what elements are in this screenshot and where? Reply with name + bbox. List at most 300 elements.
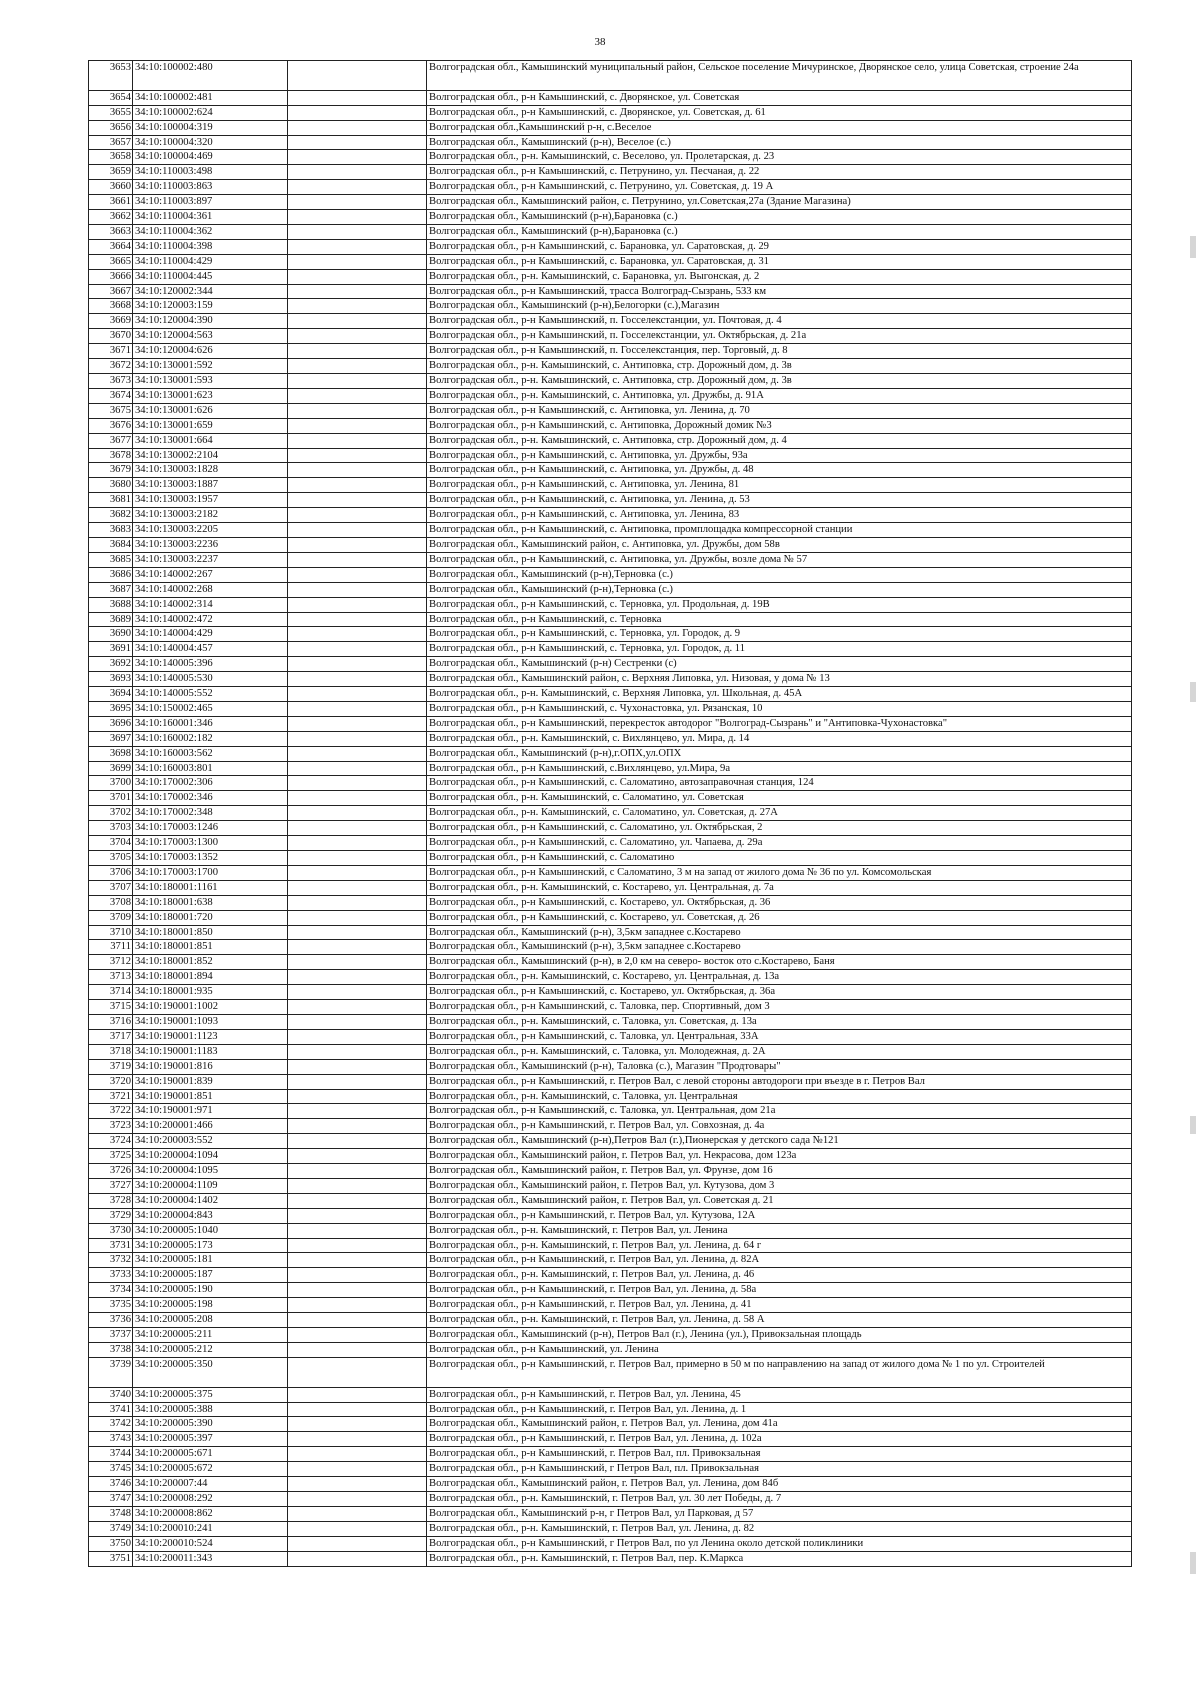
row-number-cell: 3741 — [89, 1402, 133, 1417]
blank-cell — [288, 821, 427, 836]
table-row — [89, 508, 1132, 523]
row-number-cell: 3723 — [89, 1119, 133, 1134]
blank-cell — [288, 180, 427, 195]
blank-cell — [288, 970, 427, 985]
address-cell: Волгоградская обл., р-н Камышинский, с Саломатино, 3 м на запад от жилого дома № 36 по ул. Комсомольская — [427, 865, 1132, 880]
blank-cell — [288, 1074, 427, 1089]
table-row — [89, 925, 1132, 940]
blank-cell — [288, 1506, 427, 1521]
cadastral-number-cell: 34:10:170003:1352 — [133, 851, 288, 866]
row-number-cell: 3698 — [89, 746, 133, 761]
row-number-cell: 3667 — [89, 284, 133, 299]
row-number-cell: 3672 — [89, 359, 133, 374]
row-number-cell: 3733 — [89, 1268, 133, 1283]
cadastral-number-cell: 34:10:160002:182 — [133, 731, 288, 746]
address-cell: Волгоградская обл., Камышинский (р-н), 3,5км западнее с.Костарево — [427, 925, 1132, 940]
blank-cell — [288, 1164, 427, 1179]
address-cell: Волгоградская обл., р-н. Камышинский, с. Костарево, ул. Центральная, д. 13а — [427, 970, 1132, 985]
blank-cell — [288, 1238, 427, 1253]
address-cell: Волгоградская обл., р-н Камышинский, г. Петров Вал, пл. Привокзальная — [427, 1447, 1132, 1462]
blank-cell — [288, 1029, 427, 1044]
address-cell: Волгоградская обл., р-н Камышинский, г. Петров Вал, ул. Ленина, д. 102а — [427, 1432, 1132, 1447]
address-cell: Волгоградская обл., Камышинский (р-н), 3,5км западнее с.Костарево — [427, 940, 1132, 955]
address-cell: Волгоградская обл., р-н Камышинский, с. Саломатино, ул. Октябрьская, 2 — [427, 821, 1132, 836]
row-number-cell: 3712 — [89, 955, 133, 970]
cadastral-number-cell: 34:10:130003:2205 — [133, 523, 288, 538]
blank-cell — [288, 448, 427, 463]
row-number-cell: 3749 — [89, 1521, 133, 1536]
address-cell: Волгоградская обл., Камышинский (р-н), в 2,0 км на северо- восток ото с.Костарево, Баня — [427, 955, 1132, 970]
address-cell: Волгоградская обл., р-н Камышинский, п. Госселекстанции, ул. Почтовая, д. 4 — [427, 314, 1132, 329]
table-row — [89, 1298, 1132, 1313]
blank-cell — [288, 865, 427, 880]
row-number-cell: 3683 — [89, 523, 133, 538]
cadastral-number-cell: 34:10:140002:267 — [133, 567, 288, 582]
row-number-cell: 3662 — [89, 210, 133, 225]
row-number-cell: 3689 — [89, 612, 133, 627]
row-number-cell: 3731 — [89, 1238, 133, 1253]
cadastral-number-cell: 34:10:130003:1887 — [133, 478, 288, 493]
table-row — [89, 806, 1132, 821]
cadastral-number-cell: 34:10:200005:397 — [133, 1432, 288, 1447]
table-row — [89, 791, 1132, 806]
cadastral-number-cell: 34:10:110004:362 — [133, 224, 288, 239]
row-number-cell: 3747 — [89, 1491, 133, 1506]
table-row — [89, 701, 1132, 716]
table-row — [89, 1059, 1132, 1074]
blank-cell — [288, 672, 427, 687]
address-cell: Волгоградская обл., Камышинский район, с. Верхняя Липовка, ул. Низовая, у дома № 13 — [427, 672, 1132, 687]
blank-cell — [288, 537, 427, 552]
table-row — [89, 1387, 1132, 1402]
table-row — [89, 150, 1132, 165]
row-number-cell: 3697 — [89, 731, 133, 746]
cadastral-number-cell: 34:10:200005:671 — [133, 1447, 288, 1462]
row-number-cell: 3686 — [89, 567, 133, 582]
row-number-cell: 3742 — [89, 1417, 133, 1432]
address-cell: Волгоградская обл., Камышинский (р-н), Петров Вал (г.), Ленина (ул.), Привокзальная площадь — [427, 1328, 1132, 1343]
address-cell: Волгоградская обл., р-н. Камышинский, г. Петров Вал, ул. Ленина — [427, 1223, 1132, 1238]
cadastral-number-cell: 34:10:130003:2236 — [133, 537, 288, 552]
table-row — [89, 314, 1132, 329]
cadastral-number-cell: 34:10:160003:562 — [133, 746, 288, 761]
blank-cell — [288, 1462, 427, 1477]
address-cell: Волгоградская обл., р-н Камышинский, г. Петров Вал, примерно в 50 м по направлению на запад от жилого дома № 1 по ул. Строителей — [427, 1357, 1132, 1387]
cadastral-number-cell: 34:10:110004:429 — [133, 254, 288, 269]
table-row — [89, 269, 1132, 284]
address-cell: Волгоградская обл.,Камышинский р-н, с.Веселое — [427, 120, 1132, 135]
address-cell: Волгоградская обл., р-н Камышинский, г. Петров Вал, ул. Кутузова, 12А — [427, 1208, 1132, 1223]
cadastral-number-cell: 34:10:120004:626 — [133, 344, 288, 359]
cadastral-number-cell: 34:10:200003:552 — [133, 1134, 288, 1149]
table-row — [89, 776, 1132, 791]
blank-cell — [288, 210, 427, 225]
row-number-cell: 3685 — [89, 552, 133, 567]
blank-cell — [288, 895, 427, 910]
blank-cell — [288, 880, 427, 895]
table-row — [89, 687, 1132, 702]
row-number-cell: 3719 — [89, 1059, 133, 1074]
table-row — [89, 865, 1132, 880]
table-row — [89, 448, 1132, 463]
table-row — [89, 1149, 1132, 1164]
cadastral-number-cell: 34:10:200005:350 — [133, 1357, 288, 1387]
cadastral-number-cell: 34:10:130001:626 — [133, 403, 288, 418]
table-row — [89, 1283, 1132, 1298]
cadastral-number-cell: 34:10:150002:465 — [133, 701, 288, 716]
row-number-cell: 3659 — [89, 165, 133, 180]
row-number-cell: 3713 — [89, 970, 133, 985]
address-cell: Волгоградская обл., Камышинский (р-н),г.ОПХ,ул.ОПХ — [427, 746, 1132, 761]
address-cell: Волгоградская обл., р-н Камышинский, с. Петрунино, ул. Песчаная, д. 22 — [427, 165, 1132, 180]
blank-cell — [288, 746, 427, 761]
blank-cell — [288, 642, 427, 657]
table-row — [89, 1417, 1132, 1432]
table-row — [89, 374, 1132, 389]
blank-cell — [288, 284, 427, 299]
address-cell: Волгоградская обл., Камышинский (р-н), Веселое (с.) — [427, 135, 1132, 150]
table-row — [89, 910, 1132, 925]
address-cell: Волгоградская обл., р-н. Камышинский, с. Антиповка, ул. Дружбы, д. 91А — [427, 388, 1132, 403]
address-cell: Волгоградская обл., р-н. Камышинский, г. Петров Вал, ул. Ленина, д. 58 А — [427, 1313, 1132, 1328]
address-cell: Волгоградская обл., р-н Камышинский, с. Антиповка, ул. Ленина, д. 53 — [427, 493, 1132, 508]
blank-cell — [288, 910, 427, 925]
address-cell: Волгоградская обл., р-н Камышинский, с. Барановка, ул. Саратовская, д. 29 — [427, 239, 1132, 254]
blank-cell — [288, 567, 427, 582]
table-row — [89, 1253, 1132, 1268]
cadastral-number-cell: 34:10:130003:2237 — [133, 552, 288, 567]
address-cell: Волгоградская обл., р-н Камышинский, с. Дворянское, ул. Советская — [427, 90, 1132, 105]
cadastral-number-cell: 34:10:140005:530 — [133, 672, 288, 687]
registry-table-body — [89, 61, 1132, 1567]
cadastral-number-cell: 34:10:200004:1402 — [133, 1193, 288, 1208]
blank-cell — [288, 523, 427, 538]
row-number-cell: 3676 — [89, 418, 133, 433]
address-cell: Волгоградская обл., р-н Камышинский, с. Чухонастовка, ул. Рязанская, 10 — [427, 701, 1132, 716]
cadastral-number-cell: 34:10:200005:187 — [133, 1268, 288, 1283]
table-row — [89, 1328, 1132, 1343]
cadastral-number-cell: 34:10:120003:159 — [133, 299, 288, 314]
table-row — [89, 433, 1132, 448]
blank-cell — [288, 299, 427, 314]
blank-cell — [288, 1119, 427, 1134]
cadastral-number-cell: 34:10:170003:1246 — [133, 821, 288, 836]
blank-cell — [288, 150, 427, 165]
address-cell: Волгоградская обл., р-н Камышинский, с. Таловка, ул. Центральная, 33А — [427, 1029, 1132, 1044]
blank-cell — [288, 1536, 427, 1551]
blank-cell — [288, 1417, 427, 1432]
cadastral-number-cell: 34:10:200005:212 — [133, 1342, 288, 1357]
table-row — [89, 329, 1132, 344]
cadastral-number-cell: 34:10:130003:2182 — [133, 508, 288, 523]
address-cell: Волгоградская обл., Камышинский район, с. Антиповка, ул. Дружбы, дом 58в — [427, 537, 1132, 552]
row-number-cell: 3695 — [89, 701, 133, 716]
row-number-cell: 3738 — [89, 1342, 133, 1357]
cadastral-number-cell: 34:10:200005:672 — [133, 1462, 288, 1477]
blank-cell — [288, 1313, 427, 1328]
cadastral-number-cell: 34:10:190001:1002 — [133, 1000, 288, 1015]
blank-cell — [288, 1402, 427, 1417]
row-number-cell: 3735 — [89, 1298, 133, 1313]
cadastral-number-cell: 34:10:200005:388 — [133, 1402, 288, 1417]
table-row — [89, 836, 1132, 851]
table-row — [89, 1536, 1132, 1551]
row-number-cell: 3710 — [89, 925, 133, 940]
blank-cell — [288, 1178, 427, 1193]
address-cell: Волгоградская обл., р-н. Камышинский, с. Антиповка, стр. Дорожный дом, д. 3в — [427, 374, 1132, 389]
row-number-cell: 3707 — [89, 880, 133, 895]
address-cell: Волгоградская обл., р-н. Камышинский, с. Таловка, ул. Советская, д. 13а — [427, 1014, 1132, 1029]
blank-cell — [288, 1328, 427, 1343]
blank-cell — [288, 1477, 427, 1492]
blank-cell — [288, 1044, 427, 1059]
cadastral-number-cell: 34:10:110003:897 — [133, 195, 288, 210]
cadastral-number-cell: 34:10:190001:971 — [133, 1104, 288, 1119]
cadastral-number-cell: 34:10:100002:624 — [133, 105, 288, 120]
blank-cell — [288, 254, 427, 269]
row-number-cell: 3657 — [89, 135, 133, 150]
cadastral-number-cell: 34:10:200008:862 — [133, 1506, 288, 1521]
scan-artifact — [1190, 1552, 1196, 1574]
cadastral-number-cell: 34:10:130003:1828 — [133, 463, 288, 478]
blank-cell — [288, 985, 427, 1000]
table-row — [89, 731, 1132, 746]
address-cell: Волгоградская обл., р-н. Камышинский, с. Вихлянцево, ул. Мира, д. 14 — [427, 731, 1132, 746]
table-row — [89, 463, 1132, 478]
cadastral-number-cell: 34:10:200004:1095 — [133, 1164, 288, 1179]
table-row — [89, 284, 1132, 299]
blank-cell — [288, 403, 427, 418]
address-cell: Волгоградская обл., р-н. Камышинский, с. Саломатино, ул. Советская, д. 27А — [427, 806, 1132, 821]
table-row — [89, 582, 1132, 597]
blank-cell — [288, 195, 427, 210]
cadastral-number-cell: 34:10:100002:480 — [133, 61, 288, 91]
address-cell: Волгоградская обл., Камышинский (р-н),Терновка (с.) — [427, 567, 1132, 582]
row-number-cell: 3684 — [89, 537, 133, 552]
cadastral-number-cell: 34:10:180001:638 — [133, 895, 288, 910]
row-number-cell: 3701 — [89, 791, 133, 806]
table-row — [89, 105, 1132, 120]
address-cell: Волгоградская обл., Камышинский (р-н) Сестренки (с) — [427, 657, 1132, 672]
row-number-cell: 3661 — [89, 195, 133, 210]
address-cell: Волгоградская обл., Камышинский р-н, г Петров Вал, ул Парковая, д 57 — [427, 1506, 1132, 1521]
cadastral-number-cell: 34:10:200005:181 — [133, 1253, 288, 1268]
table-row — [89, 821, 1132, 836]
row-number-cell: 3745 — [89, 1462, 133, 1477]
address-cell: Волгоградская обл., р-н Камышинский, с. Антиповка, ул. Дружбы, 93а — [427, 448, 1132, 463]
row-number-cell: 3706 — [89, 865, 133, 880]
address-cell: Волгоградская обл., р-н. Камышинский, с. Антиповка, стр. Дорожный дом, д. 3в — [427, 359, 1132, 374]
table-row — [89, 1551, 1132, 1566]
address-cell: Волгоградская обл., р-н Камышинский, с. Барановка, ул. Саратовская, д. 31 — [427, 254, 1132, 269]
table-row — [89, 1044, 1132, 1059]
cadastral-number-cell: 34:10:100004:469 — [133, 150, 288, 165]
cadastral-number-cell: 34:10:140004:457 — [133, 642, 288, 657]
blank-cell — [288, 1551, 427, 1566]
table-row — [89, 1208, 1132, 1223]
cadastral-number-cell: 34:10:200004:1094 — [133, 1149, 288, 1164]
row-number-cell: 3750 — [89, 1536, 133, 1551]
table-row — [89, 493, 1132, 508]
table-row — [89, 746, 1132, 761]
cadastral-number-cell: 34:10:170003:1300 — [133, 836, 288, 851]
address-cell: Волгоградская обл., р-н Камышинский, п. Госселекстанции, ул. Октябрьская, д. 21а — [427, 329, 1132, 344]
row-number-cell: 3724 — [89, 1134, 133, 1149]
address-cell: Волгоградская обл., р-н. Камышинский, с. Таловка, ул. Центральная — [427, 1089, 1132, 1104]
address-cell: Волгоградская обл., р-н Камышинский, с. Терновка — [427, 612, 1132, 627]
address-cell: Волгоградская обл., р-н. Камышинский, с. Костарево, ул. Центральная, д. 7а — [427, 880, 1132, 895]
table-row — [89, 716, 1132, 731]
row-number-cell: 3714 — [89, 985, 133, 1000]
row-number-cell: 3740 — [89, 1387, 133, 1402]
blank-cell — [288, 851, 427, 866]
blank-cell — [288, 612, 427, 627]
row-number-cell: 3721 — [89, 1089, 133, 1104]
cadastral-number-cell: 34:10:130003:1957 — [133, 493, 288, 508]
address-cell: Волгоградская обл., Камышинский муниципальный район, Сельское поселение Мичуринское, Дворянское село, улица Советская, строение 24а — [427, 61, 1132, 91]
blank-cell — [288, 687, 427, 702]
row-number-cell: 3673 — [89, 374, 133, 389]
blank-cell — [288, 1283, 427, 1298]
table-row — [89, 597, 1132, 612]
row-number-cell: 3716 — [89, 1014, 133, 1029]
row-number-cell: 3730 — [89, 1223, 133, 1238]
table-row — [89, 299, 1132, 314]
blank-cell — [288, 597, 427, 612]
row-number-cell: 3680 — [89, 478, 133, 493]
table-row — [89, 955, 1132, 970]
table-row — [89, 1447, 1132, 1462]
row-number-cell: 3725 — [89, 1149, 133, 1164]
row-number-cell: 3743 — [89, 1432, 133, 1447]
address-cell: Волгоградская обл., Камышинский район, г. Петров Вал, ул. Ленина, дом 41а — [427, 1417, 1132, 1432]
cadastral-number-cell: 34:10:110003:498 — [133, 165, 288, 180]
row-number-cell: 3700 — [89, 776, 133, 791]
address-cell: Волгоградская обл., Камышинский (р-н),Терновка (с.) — [427, 582, 1132, 597]
row-number-cell: 3692 — [89, 657, 133, 672]
blank-cell — [288, 493, 427, 508]
address-cell: Волгоградская обл., Камышинский (р-н),Петров Вал (г.),Пионерская у детского сада №121 — [427, 1134, 1132, 1149]
blank-cell — [288, 582, 427, 597]
table-row — [89, 1521, 1132, 1536]
table-row — [89, 344, 1132, 359]
cadastral-number-cell: 34:10:130002:2104 — [133, 448, 288, 463]
cadastral-number-cell: 34:10:160001:346 — [133, 716, 288, 731]
cadastral-number-cell: 34:10:190001:839 — [133, 1074, 288, 1089]
address-cell: Волгоградская обл., р-н Камышинский, перекресток автодорог "Волгоград-Сызрань" и "Антиповка-Чухонастовка" — [427, 716, 1132, 731]
cadastral-number-cell: 34:10:200004:1109 — [133, 1178, 288, 1193]
blank-cell — [288, 1491, 427, 1506]
address-cell: Волгоградская обл., р-н Камышинский, г. Петров Вал, ул. Ленина, д. 41 — [427, 1298, 1132, 1313]
cadastral-number-cell: 34:10:110003:863 — [133, 180, 288, 195]
blank-cell — [288, 239, 427, 254]
cadastral-number-cell: 34:10:200011:343 — [133, 1551, 288, 1566]
row-number-cell: 3656 — [89, 120, 133, 135]
row-number-cell: 3726 — [89, 1164, 133, 1179]
cadastral-number-cell: 34:10:200001:466 — [133, 1119, 288, 1134]
address-cell: Волгоградская обл., р-н Камышинский, с. Терновка, ул. Городок, д. 11 — [427, 642, 1132, 657]
address-cell: Волгоградская обл., р-н Камышинский, с. Антиповка, ул. Дружбы, возле дома № 57 — [427, 552, 1132, 567]
table-row — [89, 1074, 1132, 1089]
table-row — [89, 120, 1132, 135]
row-number-cell: 3748 — [89, 1506, 133, 1521]
row-number-cell: 3682 — [89, 508, 133, 523]
cadastral-number-cell: 34:10:170002:306 — [133, 776, 288, 791]
row-number-cell: 3702 — [89, 806, 133, 821]
table-row — [89, 403, 1132, 418]
table-row — [89, 1014, 1132, 1029]
cadastral-number-cell: 34:10:140005:552 — [133, 687, 288, 702]
table-row — [89, 940, 1132, 955]
row-number-cell: 3660 — [89, 180, 133, 195]
address-cell: Волгоградская обл., р-н Камышинский, с. Терновка, ул. Городок, д. 9 — [427, 627, 1132, 642]
table-row — [89, 210, 1132, 225]
address-cell: Волгоградская обл., р-н Камышинский, г. Петров Вал, ул. Совхозная, д. 4а — [427, 1119, 1132, 1134]
row-number-cell: 3736 — [89, 1313, 133, 1328]
row-number-cell: 3709 — [89, 910, 133, 925]
row-number-cell: 3708 — [89, 895, 133, 910]
cadastral-number-cell: 34:10:200005:375 — [133, 1387, 288, 1402]
table-row — [89, 61, 1132, 91]
blank-cell — [288, 1089, 427, 1104]
table-row — [89, 1193, 1132, 1208]
row-number-cell: 3653 — [89, 61, 133, 91]
address-cell: Волгоградская обл., р-н Камышинский, с. Антиповка, ул. Дружбы, д. 48 — [427, 463, 1132, 478]
table-row — [89, 224, 1132, 239]
row-number-cell: 3720 — [89, 1074, 133, 1089]
table-row — [89, 523, 1132, 538]
table-row — [89, 1432, 1132, 1447]
table-row — [89, 1029, 1132, 1044]
row-number-cell: 3732 — [89, 1253, 133, 1268]
address-cell: Волгоградская обл., р-н Камышинский, ул. Ленина — [427, 1342, 1132, 1357]
table-row — [89, 612, 1132, 627]
table-row — [89, 1000, 1132, 1015]
blank-cell — [288, 1104, 427, 1119]
cadastral-number-cell: 34:10:170002:346 — [133, 791, 288, 806]
blank-cell — [288, 105, 427, 120]
blank-cell — [288, 940, 427, 955]
table-row — [89, 1223, 1132, 1238]
address-cell: Волгоградская обл., р-н Камышинский, с. Костарево, ул. Октябрьская, д. 36 — [427, 895, 1132, 910]
address-cell: Волгоградская обл., Камышинский (р-н),Белогорки (с.),Магазин — [427, 299, 1132, 314]
cadastral-number-cell: 34:10:200005:173 — [133, 1238, 288, 1253]
row-number-cell: 3681 — [89, 493, 133, 508]
blank-cell — [288, 1521, 427, 1536]
address-cell: Волгоградская обл., Камышинский район, г. Петров Вал, ул. Кутузова, дом 3 — [427, 1178, 1132, 1193]
address-cell: Волгоградская обл., р-н Камышинский, г. Петров Вал, с левой стороны автодороги при въезде в г. Петров Вал — [427, 1074, 1132, 1089]
cadastral-number-cell: 34:10:180001:935 — [133, 985, 288, 1000]
blank-cell — [288, 344, 427, 359]
address-cell: Волгоградская обл., р-н Камышинский, г. Петров Вал, ул. Ленина, д. 58а — [427, 1283, 1132, 1298]
cadastral-number-cell: 34:10:100002:481 — [133, 90, 288, 105]
address-cell: Волгоградская обл., р-н Камышинский, г Петров Вал, пл. Привокзальная — [427, 1462, 1132, 1477]
blank-cell — [288, 716, 427, 731]
address-cell: Волгоградская обл., р-н Камышинский, г. Петров Вал, ул. Ленина, 45 — [427, 1387, 1132, 1402]
blank-cell — [288, 1387, 427, 1402]
scan-artifact — [1190, 236, 1196, 258]
cadastral-number-cell: 34:10:130001:592 — [133, 359, 288, 374]
table-row — [89, 1119, 1132, 1134]
blank-cell — [288, 1298, 427, 1313]
row-number-cell: 3679 — [89, 463, 133, 478]
row-number-cell: 3665 — [89, 254, 133, 269]
cadastral-number-cell: 34:10:130001:664 — [133, 433, 288, 448]
blank-cell — [288, 463, 427, 478]
table-row — [89, 239, 1132, 254]
table-row — [89, 657, 1132, 672]
blank-cell — [288, 1357, 427, 1387]
